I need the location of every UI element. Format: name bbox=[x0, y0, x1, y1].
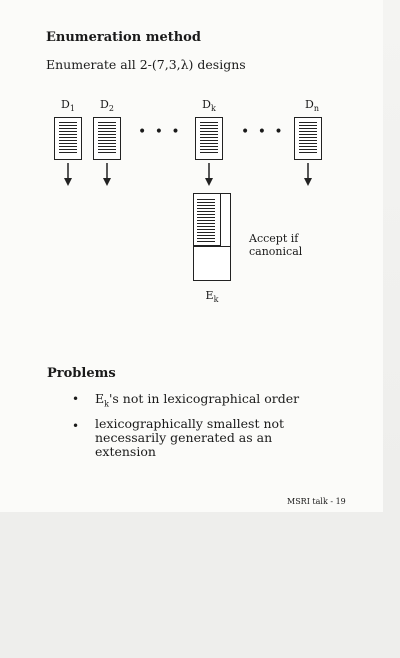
slide-title: Enumeration method bbox=[46, 30, 201, 45]
down-arrow-icon bbox=[203, 163, 215, 187]
bullet-icon: • bbox=[72, 392, 80, 406]
down-arrow-icon bbox=[302, 163, 314, 187]
background-margin bbox=[0, 512, 400, 658]
ellipsis-right: • • • bbox=[241, 124, 285, 140]
down-arrow-icon bbox=[62, 163, 74, 187]
document-icon-dk bbox=[195, 117, 223, 160]
problem-item-2: lexicographically smallest not necessarily generated as an extension bbox=[95, 416, 285, 459]
footer: MSRI talk - 19 bbox=[287, 497, 346, 506]
label-d1: $D_1$ bbox=[61, 98, 75, 114]
document-icon-d1 bbox=[54, 117, 82, 160]
document-icon-d2 bbox=[93, 117, 121, 160]
extension-box bbox=[193, 193, 231, 281]
problem-item-1: $E_k's$ not in lexicographical order bbox=[95, 391, 300, 409]
label-dn: $D_n$ bbox=[305, 98, 319, 114]
document-icon-dn bbox=[294, 117, 322, 160]
label-ek: $E_k$ bbox=[205, 289, 219, 305]
down-arrow-icon bbox=[101, 163, 113, 187]
label-d2: $D_2$ bbox=[100, 98, 114, 114]
extension-design bbox=[194, 194, 221, 246]
ellipsis-left: • • • bbox=[138, 124, 182, 140]
bullet-icon: • bbox=[72, 419, 80, 433]
label-dk: $D_k$ bbox=[202, 98, 216, 114]
accept-note: Accept if canonical bbox=[249, 232, 303, 258]
problems-heading: Problems bbox=[47, 366, 116, 381]
slide-subtitle: Enumerate all 2-(7,3,λ) designs bbox=[46, 57, 246, 72]
